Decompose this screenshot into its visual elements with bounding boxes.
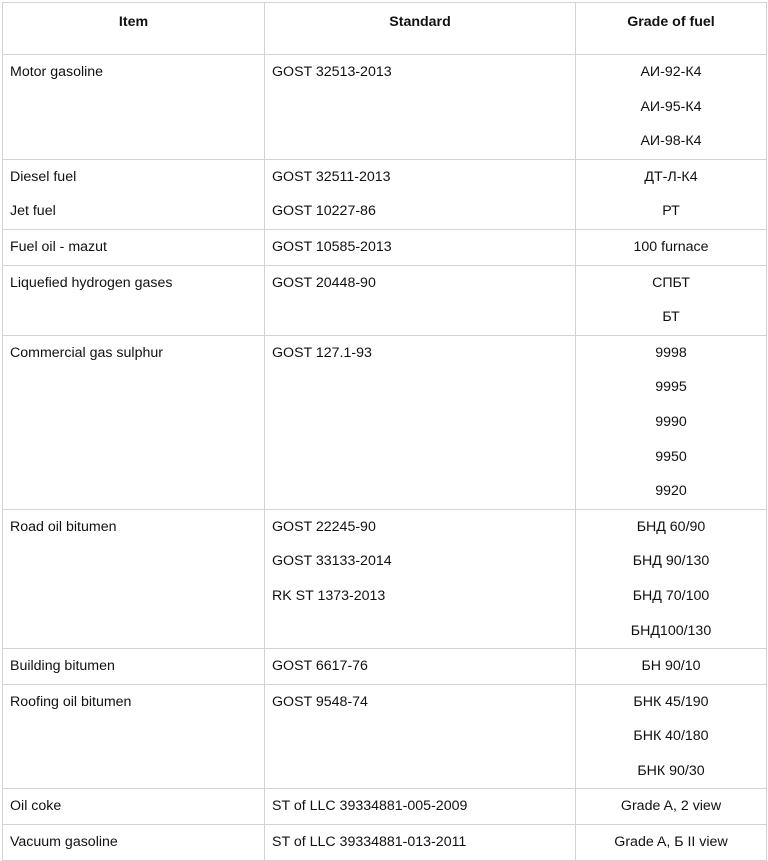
grade-value: 9990 [655, 413, 687, 430]
standard-value: GOST 6617-76 [272, 658, 368, 675]
table-row [3, 789, 767, 825]
standard-value: GOST 32513-2013 [272, 64, 392, 80]
fuel-grades-table [2, 2, 767, 861]
table-body [3, 55, 767, 861]
cell-standard [265, 335, 576, 509]
cell-grade [576, 509, 767, 648]
cell-item [3, 265, 265, 335]
standard-value: GOST 22245-90 [272, 518, 376, 535]
standard-value: GOST 33133-2014 [272, 553, 392, 570]
cell-grade [576, 825, 767, 861]
item-value: Building bitumen [10, 658, 115, 675]
cell-grade [576, 229, 767, 265]
standard-value: ST of LLC 39334881-013-2011 [272, 834, 467, 851]
item-value: Fuel oil - mazut [10, 238, 107, 255]
grade-value: БНД100/130 [630, 622, 712, 639]
cell-item [3, 159, 265, 229]
grade-value: БНК 40/180 [633, 728, 709, 745]
table-row [3, 265, 767, 335]
table-row [3, 335, 767, 509]
item-value: Oil coke [10, 798, 62, 815]
grade-value: Grade A, 2 view [620, 798, 722, 815]
grade-value: БНД 60/90 [636, 518, 706, 535]
cell-standard [265, 825, 576, 861]
standard-value: RK ST 1373-2013 [272, 587, 386, 604]
grade-value: РТ [662, 203, 680, 220]
grade-value: АИ-92-К4 [640, 64, 702, 80]
cell-item [3, 789, 265, 825]
cell-standard [265, 55, 576, 160]
grade-value: 9998 [655, 344, 687, 361]
item-value: Road oil bitumen [10, 518, 117, 535]
grade-value: Grade A, Б II view [614, 834, 728, 851]
grade-value: БНД 90/130 [632, 553, 710, 570]
header-standard-label: Standard [389, 14, 451, 30]
cell-grade [576, 159, 767, 229]
grade-value: БТ [662, 309, 680, 326]
cell-item [3, 684, 265, 789]
header-grade-label: Grade of fuel [627, 14, 715, 30]
cell-standard [265, 509, 576, 648]
item-value: Diesel fuel [10, 168, 77, 185]
header-item-label: Item [118, 14, 149, 30]
grade-value: ДТ-Л-К4 [644, 168, 698, 185]
standard-value: GOST 127.1-93 [272, 344, 372, 361]
standard-value: GOST 32511-2013 [272, 168, 391, 185]
header-standard [265, 3, 576, 55]
cell-grade [576, 649, 767, 685]
item-value: Roofing oil bitumen [10, 693, 132, 710]
grade-value: СПБТ [652, 274, 690, 291]
standard-value: GOST 10227-86 [272, 203, 376, 220]
cell-standard [265, 649, 576, 685]
grade-value: 100 furnace [633, 238, 709, 255]
cell-item [3, 55, 265, 160]
cell-grade [576, 335, 767, 509]
cell-standard [265, 684, 576, 789]
item-value: Vacuum gasoline [10, 834, 118, 851]
header-row [3, 3, 767, 55]
cell-standard [265, 159, 576, 229]
table-row [3, 229, 767, 265]
table-row [3, 509, 767, 648]
table-row [3, 684, 767, 789]
cell-standard [265, 265, 576, 335]
cell-item [3, 825, 265, 861]
grade-value: БН 90/10 [641, 658, 701, 675]
standard-value: GOST 10585-2013 [272, 238, 392, 255]
cell-standard [265, 789, 576, 825]
grade-value: БНК 45/190 [633, 693, 709, 710]
cell-grade [576, 55, 767, 160]
cell-item [3, 229, 265, 265]
cell-standard [265, 229, 576, 265]
cell-grade [576, 789, 767, 825]
cell-grade [576, 265, 767, 335]
grade-value: АИ-98-К4 [640, 133, 702, 150]
cell-item [3, 509, 265, 648]
grade-value: БНК 90/30 [637, 762, 705, 779]
grade-value: АИ-95-К4 [640, 98, 702, 115]
item-value: Commercial gas sulphur [10, 344, 163, 361]
grade-value: 9995 [655, 379, 687, 396]
grade-value: БНД 70/100 [632, 587, 710, 604]
header-item [3, 3, 265, 55]
cell-item [3, 335, 265, 509]
item-value: Motor gasoline [10, 64, 104, 80]
standard-value: ST of LLC 39334881-005-2009 [272, 798, 468, 815]
cell-item [3, 649, 265, 685]
standard-value: GOST 9548-74 [272, 693, 368, 710]
grade-value: 9950 [655, 448, 687, 465]
cell-grade [576, 684, 767, 789]
header-grade [576, 3, 767, 55]
table-row [3, 825, 767, 861]
standard-value: GOST 20448-90 [272, 274, 376, 291]
table-row [3, 159, 767, 229]
table-row [3, 649, 767, 685]
table-row [3, 55, 767, 160]
grade-value: 9920 [655, 483, 687, 500]
item-value: Jet fuel [10, 203, 56, 220]
item-value: Liquefied hydrogen gases [10, 274, 173, 291]
